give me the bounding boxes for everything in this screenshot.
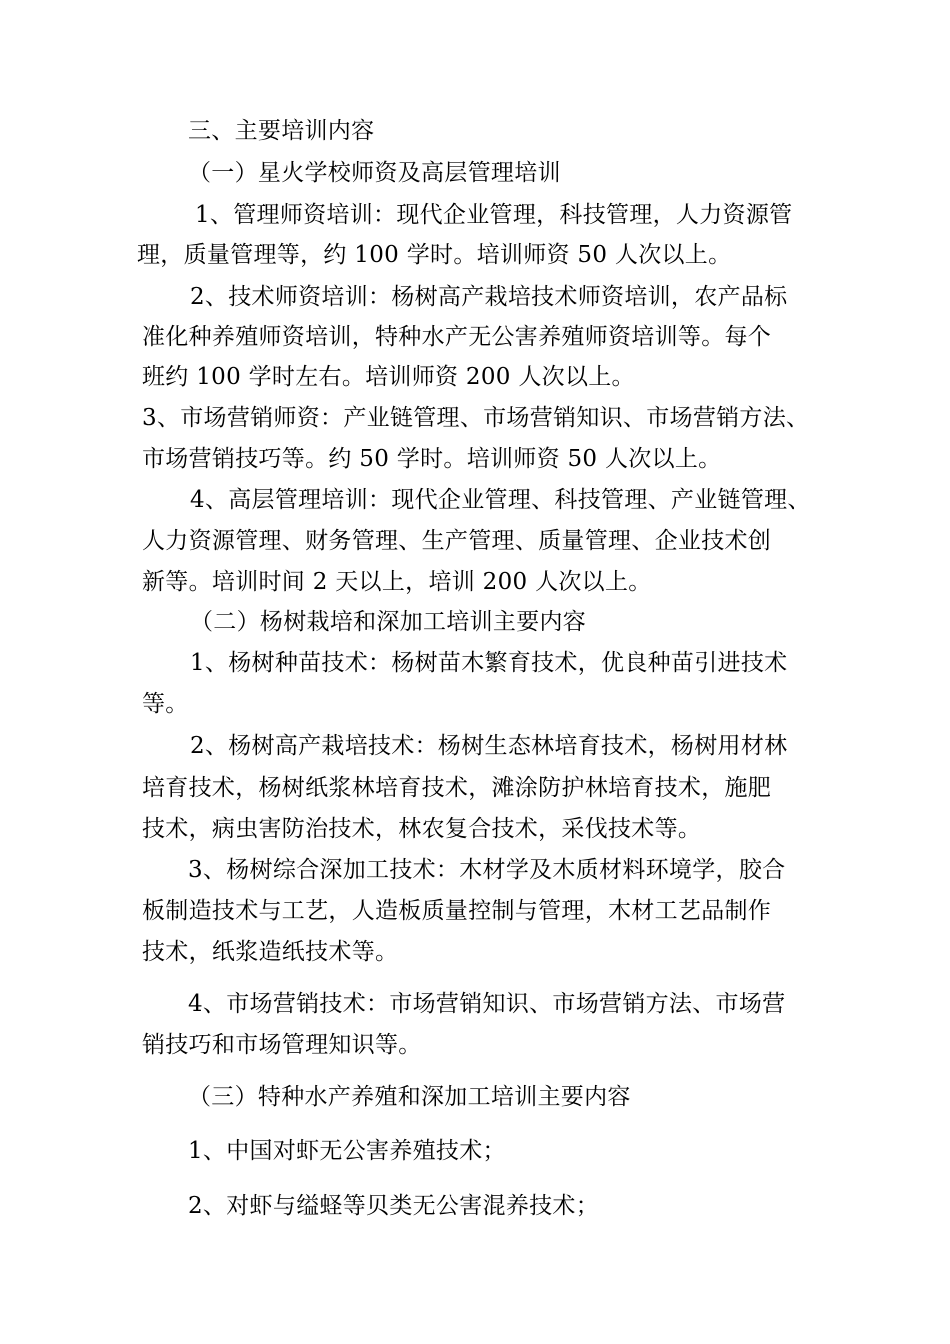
text-line: 2、技术师资培训：杨树高产栽培技术师资培训，农产品标 <box>190 284 788 310</box>
subsection-heading: （二）杨树栽培和深加工培训主要内容 <box>190 609 587 635</box>
text-line: 板制造技术与工艺，人造板质量控制与管理，木材工艺品制作 <box>142 898 772 924</box>
text-line: 销技巧和市场管理知识等。 <box>142 1032 422 1058</box>
text-line: 4、市场营销技术：市场营销知识、市场营销方法、市场营 <box>188 991 786 1017</box>
text-line: 理，质量管理等，约 100 学时。培训师资 50 人次以上。 <box>137 242 732 268</box>
text-line: 班约 100 学时左右。培训师资 200 人次以上。 <box>142 364 635 390</box>
text-line: 1、杨树种苗技术：杨树苗木繁育技术，优良种苗引进技术 <box>190 650 788 676</box>
list-item: 2、对虾与缢蛏等贝类无公害混养技术； <box>188 1193 600 1219</box>
text-line: 技术，纸浆造纸技术等。 <box>142 939 399 965</box>
text-line: 4、高层管理培训：现代企业管理、科技管理、产业链管理、 <box>190 487 811 513</box>
text-line: 培育技术，杨树纸浆林培育技术，滩涂防护林培育技术，施肥 <box>142 775 772 801</box>
text-line: 2、杨树高产栽培技术：杨树生态林培育技术，杨树用材林 <box>190 733 788 759</box>
text-line: 3、杨树综合深加工技术：木材学及木质材料环境学，胶合 <box>188 857 786 883</box>
text-line: 等。 <box>142 691 189 717</box>
text-line: 技术，病虫害防治技术，林农复合技术，采伐技术等。 <box>142 816 702 842</box>
text-line: 1、管理师资培训：现代企业管理，科技管理，人力资源管 <box>195 202 793 228</box>
section-heading: 三、主要培训内容 <box>188 118 375 144</box>
subsection-heading: （三）特种水产养殖和深加工培训主要内容 <box>188 1084 631 1110</box>
subsection-heading: （一）星火学校师资及高层管理培训 <box>188 160 561 186</box>
text-line: 新等。培训时间 2 天以上，培训 200 人次以上。 <box>142 569 652 595</box>
text-line: 市场营销技巧等。约 50 学时。培训师资 50 人次以上。 <box>142 446 722 472</box>
text-line: 准化种养殖师资培训，特种水产无公害养殖师资培训等。每个 <box>142 324 772 350</box>
list-item: 1、中国对虾无公害养殖技术； <box>188 1138 506 1164</box>
text-line: 3、市场营销师资：产业链管理、市场营销知识、市场营销方法、 <box>142 405 810 431</box>
text-line: 人力资源管理、财务管理、生产管理、质量管理、企业技术创 <box>142 528 772 554</box>
